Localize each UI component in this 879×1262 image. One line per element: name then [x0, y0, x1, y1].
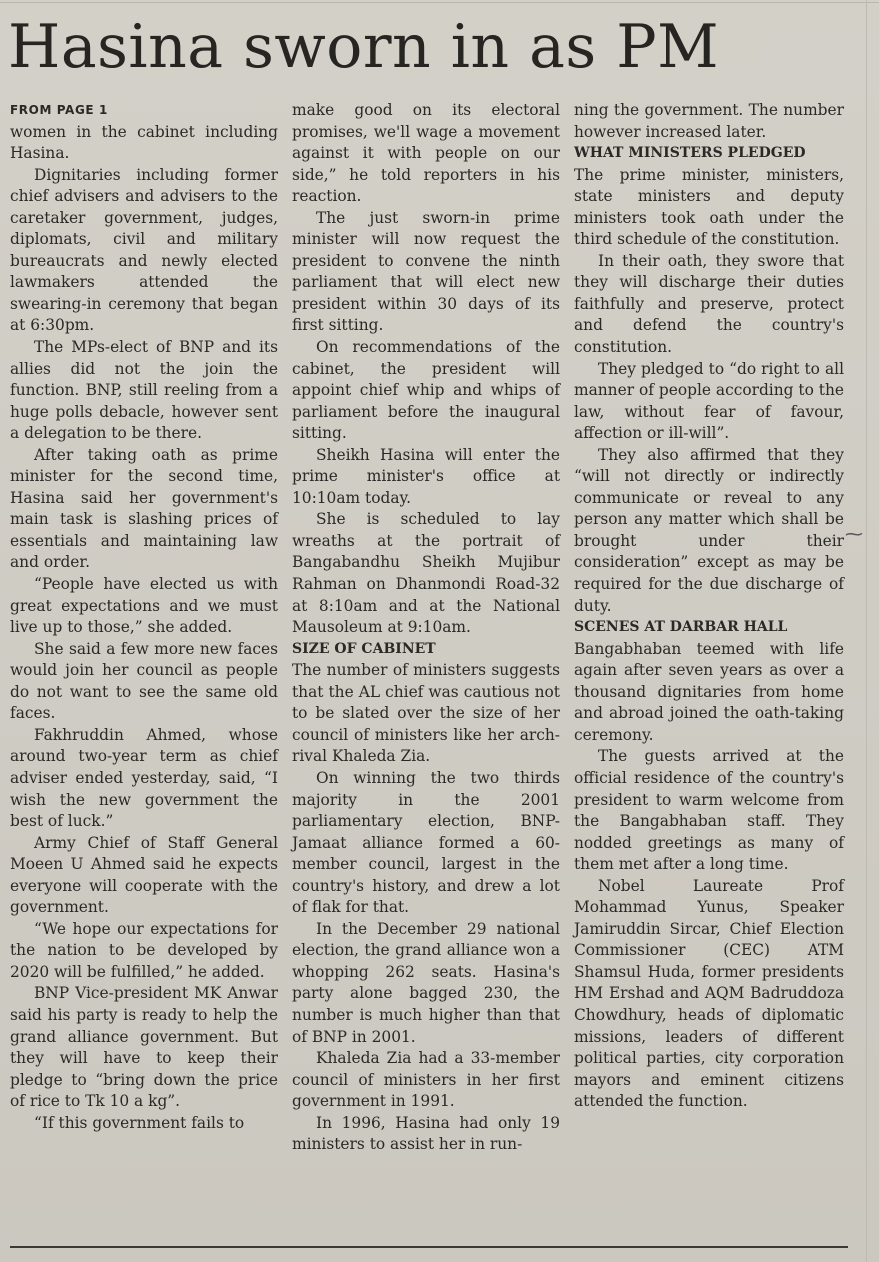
- article-paragraph: Nobel Laureate Prof Mohammad Yunus, Speaker Jamiruddin Sircar, Chief Election Commissioner (CEC) ATM Shamsul Huda, former presidents HM Ershad and AQM Badruddoza Chowdhury, heads of diplomatic missions, leaders of different political parties, city corporation mayors and eminent citizens attended the function.: [574, 876, 844, 1111]
- bottom-rule: [10, 1246, 848, 1248]
- article-paragraph: Fakhruddin Ahmed, whose around two-year term as chief adviser ended yesterday, said, “I wish the new government the best of luck.”: [10, 725, 278, 831]
- article-paragraph: On winning the two thirds majority in the 2001 parliamentary election, BNP-Jamaat alliance formed a 60-member council, largest in the country's history, and drew a lot of flak for that.: [292, 768, 560, 917]
- article-paragraph: On recommendations of the cabinet, the president will appoint chief whip and whips of parliament before the inaugural sitting.: [292, 338, 560, 443]
- article-paragraph: Bangabhaban teemed with life again after seven years as over a thousand dignitaries from home and abroad joined the oath-taking ceremony.: [574, 639, 844, 744]
- article-column-3: [574, 100, 844, 1113]
- article-paragraph: After taking oath as prime minister for the second time, Hasina said her government's main task is slashing prices of essentials and maintaining law and order.: [10, 445, 278, 572]
- margin-pen-mark: ⁓: [845, 524, 863, 545]
- right-edge-rule: [866, 0, 867, 1262]
- article-paragraph: “People have elected us with great expectations and we must live up to those,” she added.: [10, 575, 278, 637]
- article-paragraph: In the December 29 national election, the grand alliance won a whopping 262 seats. Hasina's party alone bagged 230, the number is much higher than that of BNP in 2001.: [292, 919, 560, 1046]
- article-paragraph: make good on its electoral promises, we'll wage a movement against it with people on our side,” he told reporters in his reaction.: [292, 101, 560, 206]
- section-subheading: WHAT MINISTERS PLEDGED: [574, 145, 806, 162]
- article-paragraph: BNP Vice-president MK Anwar said his party is ready to help the grand alliance government. But they will have to keep their pledge to “bring down the price of rice to Tk 10 a kg”.: [10, 984, 278, 1111]
- article-paragraph: “We hope our expectations for the nation to be developed by 2020 will be fulfilled,” he added.: [10, 919, 278, 981]
- article-column-2: [292, 100, 560, 1156]
- top-edge-rule: [0, 2, 879, 3]
- article-paragraph: She is scheduled to lay wreaths at the portrait of Bangabandhu Sheikh Mujibur Rahman on Dhanmondi Road-32 at 8:10am and at the National Mausoleum at 9:10am.: [292, 510, 560, 637]
- article-paragraph: She said a few more new faces would join her council as people do not want to see the same old faces.: [10, 639, 278, 723]
- article-paragraph: women in the cabinet including Hasina.: [10, 122, 278, 163]
- section-subheading: SIZE OF CABINET: [292, 640, 436, 657]
- article-paragraph: The prime minister, ministers, state ministers and deputy ministers took oath under the third schedule of the constitution.: [574, 165, 844, 249]
- headline: Hasina sworn in as PM: [8, 12, 720, 82]
- continuation-kicker: FROM PAGE 1: [10, 103, 108, 117]
- article-paragraph: The just sworn-in prime minister will now request the president to convene the ninth parliament that will elect new president within 30 days of its first sitting.: [292, 208, 560, 335]
- article-paragraph: Army Chief of Staff General Moeen U Ahmed said he expects everyone will cooperate with the government.: [10, 833, 278, 917]
- article-paragraph: Sheikh Hasina will enter the prime minister's office at 10:10am today.: [292, 445, 560, 507]
- article-paragraph: In 1996, Hasina had only 19 ministers to assist her in run-: [292, 1113, 560, 1154]
- article-paragraph: In their oath, they swore that they will discharge their duties faithfully and preserve, protect and defend the country's constitution.: [574, 251, 844, 357]
- article-paragraph: The number of ministers suggests that the AL chief was cautious not to be slated over the size of her council of ministers like her arch-rival Khaleda Zia.: [292, 661, 560, 766]
- article-paragraph: ning the government. The number however increased later.: [574, 101, 844, 141]
- section-subheading: SCENES AT DARBAR HALL: [574, 619, 788, 636]
- article-column-1: [10, 100, 278, 1134]
- article-paragraph: Dignitaries including former chief advisers and advisers to the caretaker government, judges, diplomats, civil and military bureaucrats and newly elected lawmakers attended the swearing-in ceremony that began at 6:30pm.: [10, 165, 278, 335]
- article-paragraph: “If this government fails to: [34, 1113, 245, 1132]
- article-paragraph: The guests arrived at the official residence of the country's president to warm welcome from the Bangabhaban staff. They nodded greetings as many of them met after a long time.: [574, 747, 844, 874]
- article-paragraph: The MPs-elect of BNP and its allies did not the join the function. BNP, still reeling from a huge polls debacle, however sent a delegation to be there.: [10, 338, 278, 443]
- article-paragraph: They pledged to “do right to all manner of people according to the law, without fear of favour, affection or ill-will”.: [574, 359, 844, 443]
- article-paragraph: Khaleda Zia had a 33-member council of ministers in her first government in 1991.: [292, 1049, 560, 1111]
- article-paragraph: They also affirmed that they “will not directly or indirectly communicate or reveal to any person any matter which shall be brought under their consideration” except as may be required for the due discharge of duty.: [574, 445, 844, 615]
